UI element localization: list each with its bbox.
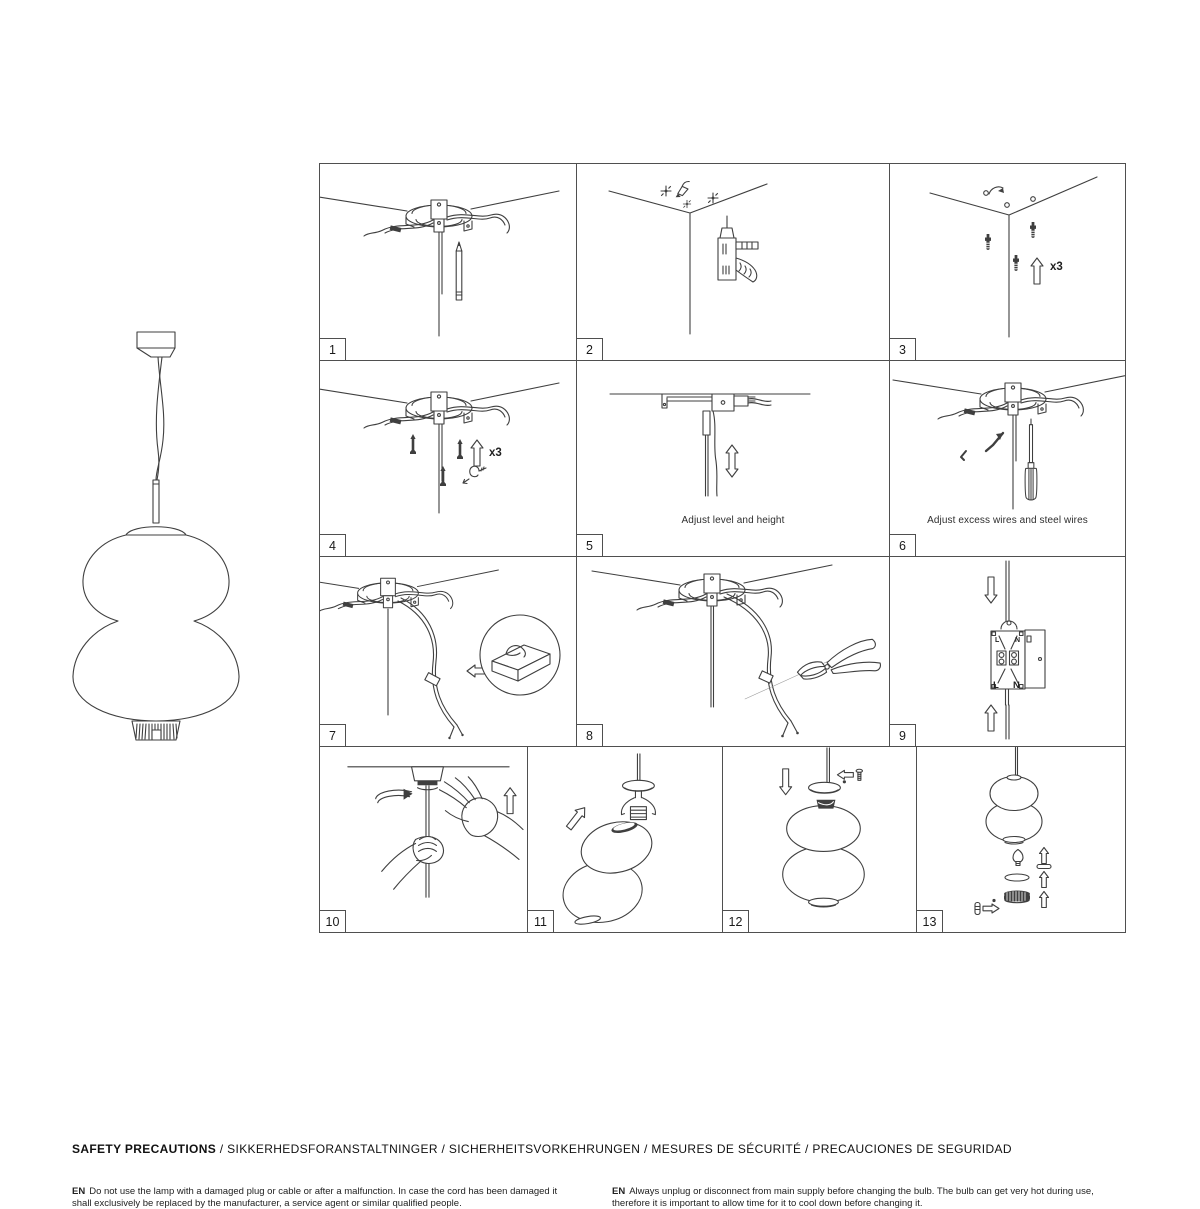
paragraph-text: Do not use the lamp with a damaged plug or cable or after a malfunction. In case the cord has been damaged it: [89, 1186, 557, 1197]
step6-caption: Adjust excess wires and steel wires: [890, 515, 1125, 526]
terminal-label-bottom-n: N: [1013, 680, 1020, 691]
heading-translations: / SIKKERHEDSFORANSTALTNINGER / SICHERHEITSVORKEHRUNGEN / MESURES DE SÉCURITÉ / PRECAUCIONES DE SEGURIDAD: [216, 1142, 1012, 1156]
step-panel-13: [917, 747, 1125, 932]
step-panel-4: [320, 361, 577, 557]
step-number-13: 13: [917, 910, 943, 932]
up-arrow-icon: [1040, 892, 1049, 908]
paragraph-line: [612, 1186, 1139, 1198]
ribbed-cap-icon: [1004, 891, 1030, 903]
step-panel-2: [577, 164, 890, 361]
wall-anchor-icon: [1013, 255, 1019, 271]
up-arrow-icon: [1040, 848, 1049, 864]
step-number-11: 11: [528, 910, 554, 932]
step5-drawing-level-adjust: [577, 361, 889, 556]
wall-anchor-icon: [1030, 222, 1036, 238]
step10-drawing-twist-canopy: [320, 747, 527, 932]
step-number-10: 10: [320, 910, 346, 932]
step-panel-6: [890, 361, 1125, 557]
step-number-4: 4: [320, 534, 346, 556]
language-label: EN: [612, 1186, 625, 1197]
terminal-label-bottom-l: L: [993, 680, 999, 691]
paragraph-text: Always unplug or disconnect from main supply before changing the bulb. The bulb can get very hot during use,: [629, 1186, 1094, 1197]
step12-drawing-lower-cover: [723, 747, 916, 932]
screw-icon: [440, 466, 446, 486]
step-number-6: 6: [890, 534, 916, 556]
wall-anchor-icon: [985, 234, 991, 250]
step4-drawing-screws: [320, 361, 576, 556]
screw-icon: [410, 434, 416, 454]
step-panel-3: [890, 164, 1125, 361]
up-down-arrow-icon: [726, 445, 738, 477]
screwdriver-icon: [1025, 419, 1037, 500]
step-number-7: 7: [320, 724, 346, 746]
safety-paragraph-left: [72, 1186, 592, 1209]
step11-drawing-attach-shade: [528, 747, 722, 932]
up-arrow-icon: [504, 788, 516, 814]
pliers-icon: [794, 638, 882, 692]
screw-icon: [975, 903, 980, 915]
right-arrow-icon: [983, 904, 999, 913]
insert-arrow-icon: [989, 187, 1004, 194]
terminal-label-top-n: N: [1015, 637, 1020, 644]
step3-drawing-wall-anchors: [890, 164, 1125, 360]
screw-icon: [856, 769, 862, 780]
up-arrow-icon: [1040, 872, 1049, 888]
step-panel-5: [577, 361, 890, 557]
step-number-3: 3: [890, 338, 916, 360]
safety-paragraph-right: [612, 1186, 1139, 1209]
step-panel-9: [890, 557, 1125, 747]
down-arrow-icon: [780, 769, 792, 795]
step-number-5: 5: [577, 534, 603, 556]
grid-row-1: [320, 164, 1125, 361]
step1-drawing-canopy-and-pencil: [320, 164, 576, 360]
step-panel-7: [320, 557, 577, 747]
step8-drawing-cut-cable: [577, 557, 889, 746]
step5-caption: Adjust level and height: [577, 515, 889, 526]
multiplier-label: x3: [1050, 261, 1063, 273]
step9-drawing-terminal-block: [890, 557, 1125, 746]
paragraph-line: shall exclusively be replaced by the manufacturer, a service agent or similar qualified people.: [72, 1198, 592, 1209]
step-number-12: 12: [723, 910, 749, 932]
grid-row-4: [320, 747, 1125, 932]
paragraph-line: [72, 1186, 592, 1198]
language-label: EN: [72, 1186, 85, 1197]
step-panel-10: [320, 747, 528, 932]
marker-pen-icon: [673, 181, 693, 198]
step2-drawing-drill-ceiling: [577, 164, 889, 360]
up-arrow-icon: [471, 440, 483, 466]
down-arrow-icon: [985, 577, 997, 603]
bulb-icon: [1013, 850, 1023, 866]
drill-icon: [718, 216, 758, 282]
step-panel-12: [723, 747, 917, 932]
grid-row-3: [320, 557, 1125, 747]
step6-drawing-tools: [890, 361, 1125, 556]
pendant-lamp-illustration: [70, 328, 250, 743]
allen-key-icon: [961, 451, 966, 460]
step13-drawing-bulb-and-cap: [917, 747, 1125, 932]
step-number-9: 9: [890, 724, 916, 746]
terminal-label-top-l: L: [995, 637, 1000, 644]
up-arrow-icon: [985, 705, 997, 731]
lower-hand-illustration: [382, 837, 444, 890]
screw-icon: [457, 439, 463, 459]
instruction-grid: [319, 163, 1126, 933]
step7-drawing-cable-clip: [320, 557, 576, 746]
step-number-1: 1: [320, 338, 346, 360]
step-panel-1: [320, 164, 577, 361]
step-panel-11: [528, 747, 723, 932]
pencil-icon: [456, 242, 462, 300]
paragraph-line: therefore it is important to allow time for it to cool down before changing it.: [612, 1198, 1139, 1209]
up-arrow-icon: [1031, 258, 1043, 284]
safety-precautions-heading: [72, 1142, 1012, 1156]
rotate-arrow-icon: [376, 789, 413, 803]
step-number-2: 2: [577, 338, 603, 360]
diffuser-disc-icon: [1005, 874, 1029, 881]
up-right-arrow-icon: [564, 804, 589, 832]
multiplier-label: x3: [489, 447, 502, 459]
retainer-plate-icon: [1037, 865, 1051, 869]
left-arrow-icon: [837, 770, 853, 779]
ceiling-hook-icon: [463, 466, 486, 483]
heading-bold-part: SAFETY PRECAUTIONS: [72, 1142, 216, 1156]
grid-row-2: [320, 361, 1125, 557]
step-panel-8: [577, 557, 890, 747]
step-number-8: 8: [577, 724, 603, 746]
